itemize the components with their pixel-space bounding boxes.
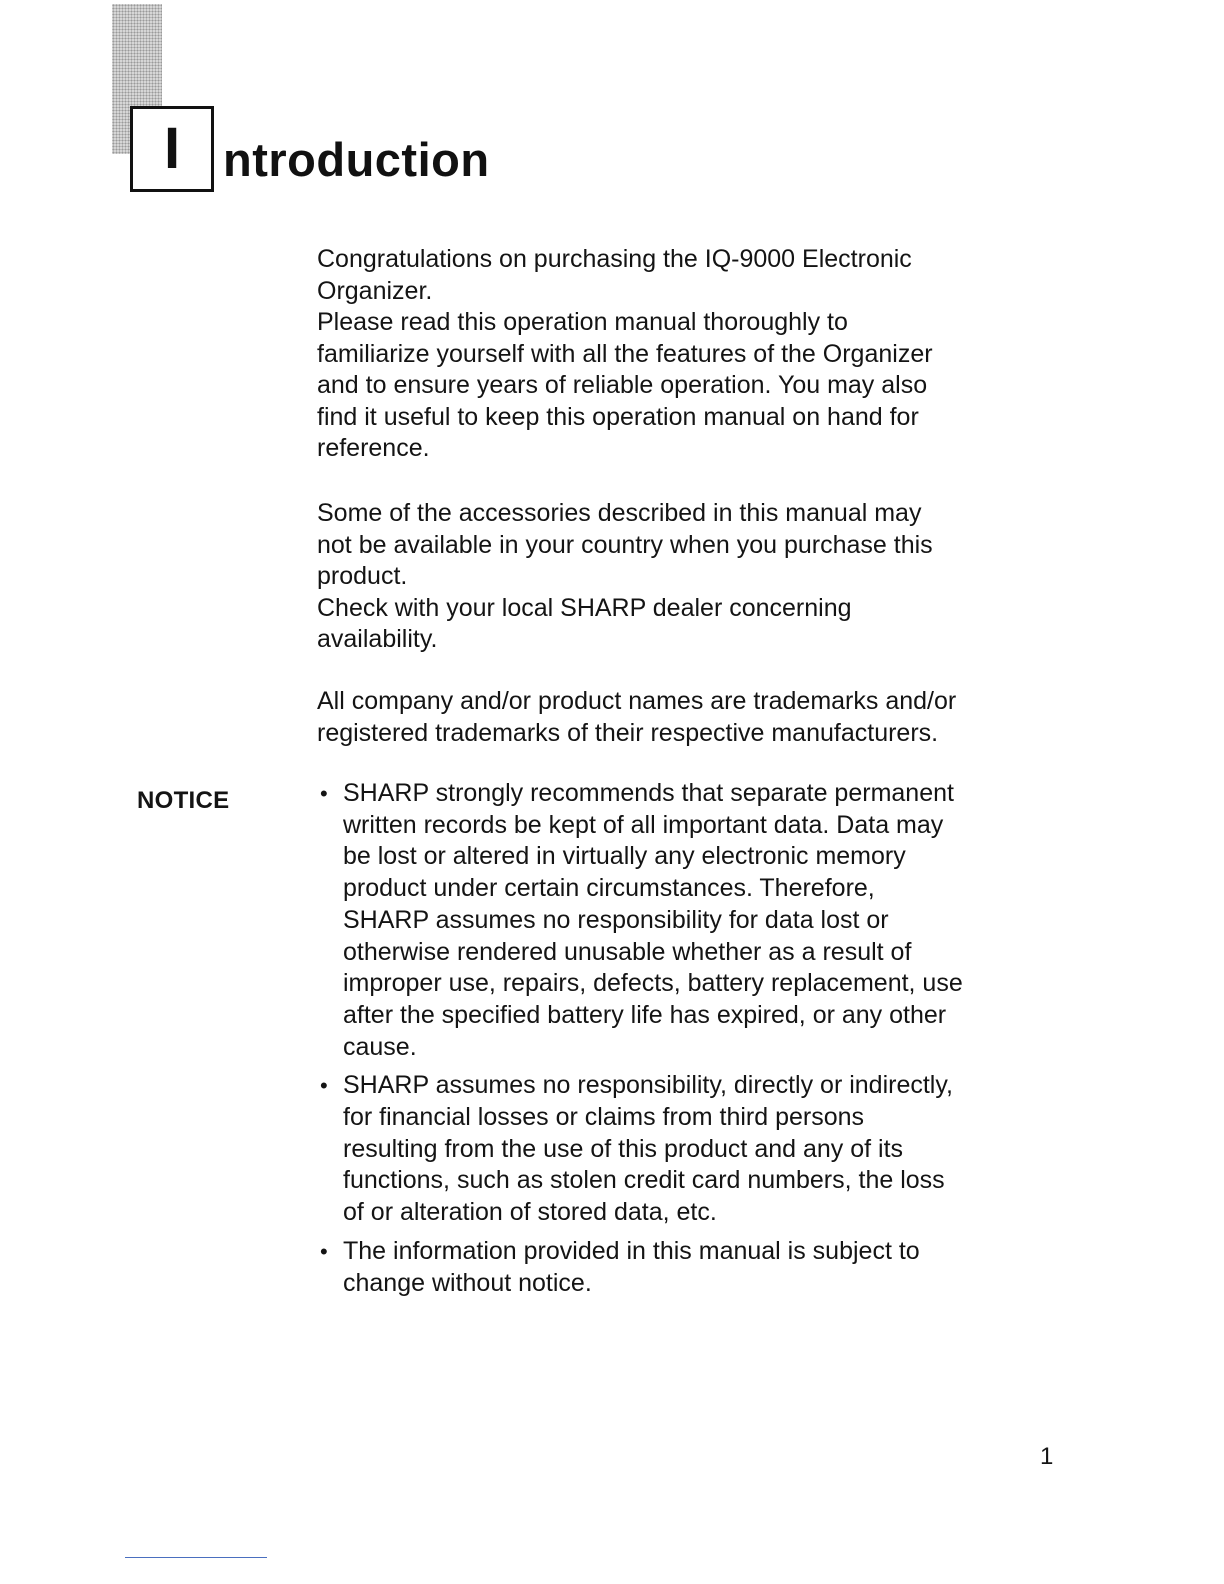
heading-initial-box: I: [130, 106, 214, 192]
text-line: find it useful to keep this operation manual on hand for: [317, 402, 919, 431]
notice-item: [318, 778, 1018, 1063]
text-line: Congratulations on purchasing the IQ-9000 Electronic: [317, 245, 912, 273]
bullet-icon: •: [320, 781, 328, 806]
text-line: resulting from the use of this product and any of its: [343, 1134, 904, 1163]
text-line: Organizer.: [317, 276, 433, 305]
text-line: availability.: [317, 625, 438, 653]
text-line: improper use, repairs, defects, battery replacement, use: [343, 969, 963, 998]
intro-paragraph-trademarks: [317, 686, 1017, 749]
text-line: cause.: [343, 1032, 417, 1061]
text-line: All company and/or product names are trademarks and/or: [317, 687, 957, 715]
bullet-icon: •: [320, 1238, 328, 1264]
text-line: of or alteration of stored data, etc.: [343, 1198, 717, 1227]
notice-item: [318, 1070, 1018, 1229]
text-line: functions, such as stolen credit card numbers, the loss: [343, 1166, 945, 1195]
text-line: Please read this operation manual thoroughly to: [317, 308, 848, 336]
text-line: for financial losses or claims from third persons: [343, 1103, 865, 1132]
text-line: Check with your local SHARP dealer concerning: [317, 593, 852, 622]
text-line: The information provided in this manual is subject to: [343, 1236, 920, 1265]
text-line: otherwise rendered unusable whether as a result of: [343, 937, 912, 966]
text-line: product.: [317, 562, 408, 590]
text-line: and to ensure years of reliable operation. You may also: [317, 371, 928, 399]
footer-rule: [125, 1557, 267, 1558]
page-number: 1: [1040, 1443, 1054, 1470]
text-line: SHARP assumes no responsibility for data lost or: [343, 905, 889, 934]
bullet-icon: •: [320, 1073, 328, 1099]
page-title: ntroduction: [223, 133, 490, 186]
text-line: product under certain circumstances. Therefore,: [343, 874, 875, 903]
text-line: familiarize yourself with all the features of the Organizer: [317, 339, 933, 368]
notice-label: NOTICE: [137, 787, 230, 814]
text-line: after the specified battery life has expired, or any other: [343, 1000, 947, 1029]
text-line: written records be kept of all important data. Data may: [343, 810, 944, 839]
text-line: not be available in your country when you purchase this: [317, 530, 933, 559]
text-line: registered trademarks of their respective manufacturers.: [317, 718, 939, 747]
text-line: change without notice.: [343, 1268, 592, 1297]
intro-paragraph-congratulations: [317, 244, 1017, 465]
intro-paragraph-accessories: [317, 498, 1017, 656]
text-line: reference.: [317, 434, 430, 462]
notice-list: [318, 778, 1018, 1306]
text-line: be lost or altered in virtually any electronic memory: [343, 842, 906, 871]
text-line: Some of the accessories described in this manual may: [317, 499, 922, 527]
text-line: SHARP assumes no responsibility, directly or indirectly,: [343, 1071, 953, 1100]
text-line: SHARP strongly recommends that separate permanent: [343, 779, 954, 807]
notice-item: [318, 1236, 1018, 1299]
